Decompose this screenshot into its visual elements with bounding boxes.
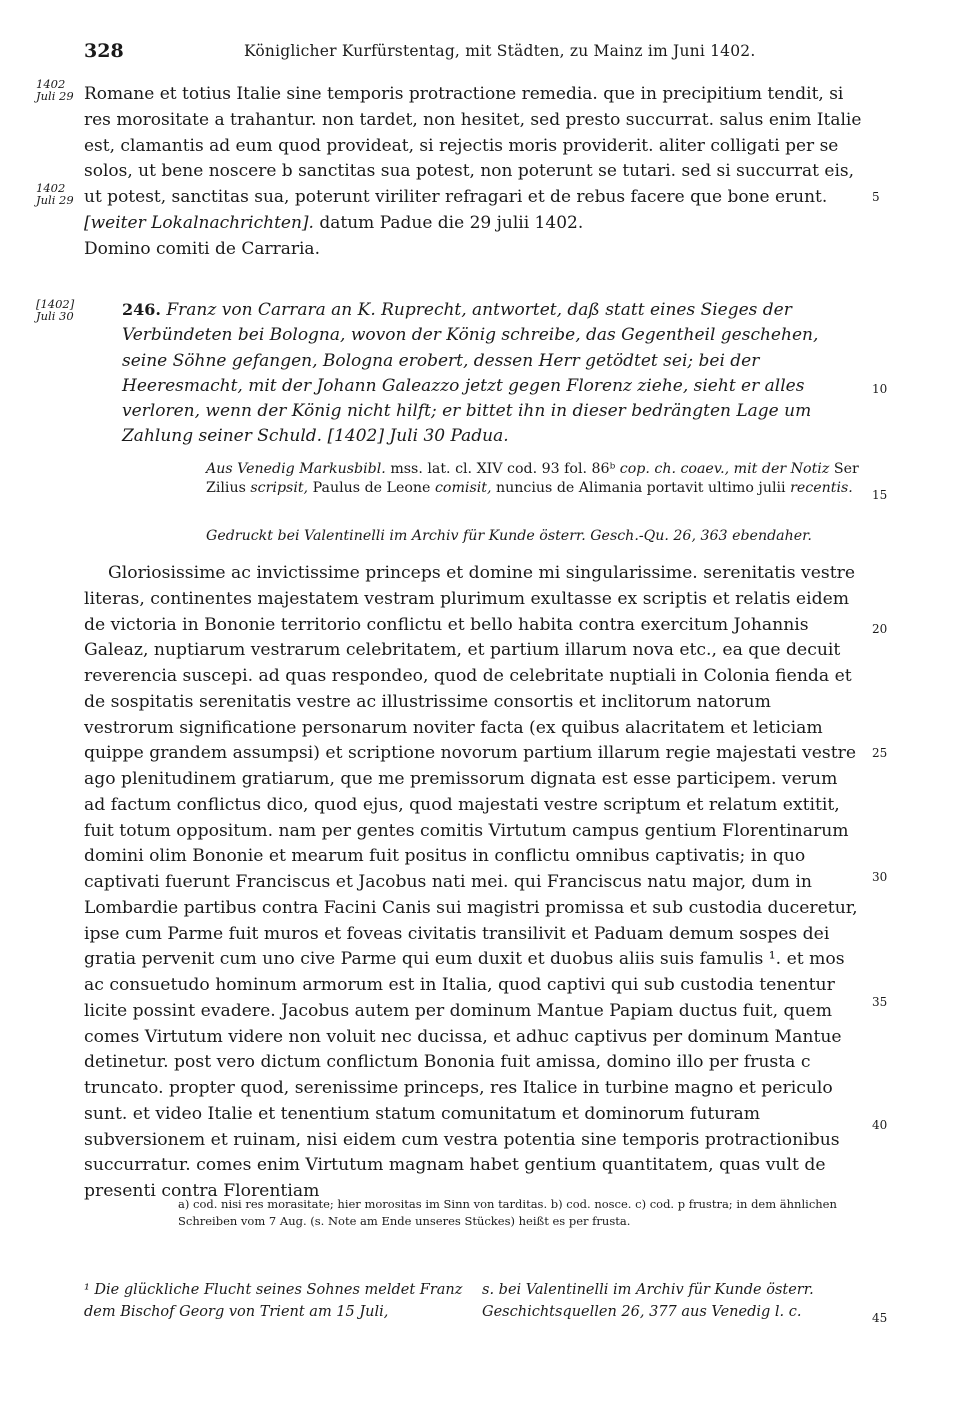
preceding-document-text: Romane et totius Italie sine temporis protractione remedia. que in precipitium tendit, si res morositate a trahantur. non tardet, non hesitet, sed presto succurrat. salus enim Italie est, clamantis ad eum quod provideat, si rejectis moris providerit. aliter colligati per se solos, ut bene noscere b sanctitas sua potest, non poterunt se tutari. sed si succurrat eis, ut potest, sanctitas sua, poterunt viriliter refragari et de rebus facere que bone erunt. [weiter Lokalnachrichten]. datum Padue die 29 julii 1402. Domino comiti de Carraria. bbox=[84, 82, 864, 263]
document-number: 246. bbox=[122, 300, 161, 319]
editorial-bracket: [weiter Lokalnachrichten]. bbox=[84, 212, 314, 233]
line-number: 30 bbox=[872, 870, 888, 884]
running-title: Königlicher Kurfürstentag, mit Städten, zu Mainz im Juni 1402. bbox=[244, 42, 756, 60]
source-note: Aus Venedig Markusbibl. mss. lat. cl. XIV cod. 93 fol. 86ᵇ cop. ch. coaev., mit der Notiz Ser Zilius scripsit, Paulus de Leone comisit, nuncius de Alimania portavit ultimo julii recentis. bbox=[206, 461, 859, 496]
critical-apparatus bbox=[178, 1196, 864, 1230]
line-number: 45 bbox=[872, 1311, 888, 1325]
margin-date-1: 1402 Juli 29 bbox=[36, 77, 74, 103]
line-number: 35 bbox=[872, 995, 888, 1009]
line-number: 40 bbox=[872, 1118, 888, 1132]
apparatus-note-c: c) cod. p frustra; in dem ähnlichen Schreiben vom 7 Aug. (s. Note am Ende unseres Stückes) heißt es per frusta. bbox=[178, 1197, 837, 1228]
apparatus-note-b: b) cod. nosce. bbox=[550, 1197, 632, 1211]
footnote-1-right: s. bei Valentinelli im Archiv für Kunde österr. Geschichtsquellen 26, 377 aus Venedig l. c. bbox=[482, 1282, 814, 1320]
letter-text bbox=[84, 561, 864, 1205]
margin-date-3: [1402] Juli 30 bbox=[36, 297, 75, 323]
line-number: 15 bbox=[872, 488, 888, 502]
line-number: 20 bbox=[872, 622, 888, 636]
page-header bbox=[84, 40, 864, 64]
margin-date-2: 1402 Juli 29 bbox=[36, 181, 74, 207]
print-note: Gedruckt bei Valentinelli im Archiv für Kunde österr. Gesch.-Qu. 26, 363 ebendaher. bbox=[206, 528, 812, 544]
document-heading bbox=[122, 297, 864, 450]
line-number: 10 bbox=[872, 382, 888, 396]
apparatus-note-a: a) cod. nisi res morasitate; hier morositas im Sinn von tarditas. bbox=[178, 1197, 548, 1211]
page-number: 328 bbox=[84, 40, 124, 62]
footnote-1-left: ¹ Die glückliche Flucht seines Sohnes meldet Franz dem Bischof Georg von Trient am 15 Juli, bbox=[84, 1282, 463, 1320]
document-regest: Franz von Carrara an K. Ruprecht, antwortet, daß statt eines Sieges der Verbündeten bei Bologna, wovon der König schreibe, das Gegentheil geschehen, seine Söhne gefangen, Bologna erobert, dessen Herr getödtet sei; bei der Heeresmacht, mit der Johann Galeazzo jetzt gegen Florenz ziehe, sieht er alles verloren, wenn der König nicht hilft; er bittet ihn in dieser bedrängten Lage um Zahlung seiner Schuld. [1402] Juli 30 Padua. bbox=[122, 300, 819, 447]
letter-paragraph: Gloriosissime ac invictissime princeps et domine mi singularissime. serenitatis vestre literas, continentes majestatem vestram plurimum exultasse ex scriptis et relatis eidem de victoria in Bononie territorio conflictu et bello habita contra exercitum Johannis Galeaz, nuptiarum vestrarum celebritatem, et partium illarum nova etc., ea que decuit reverencia suscepi. ad quas respondeo, quod de celebritate nuptiali in Colonia fienda et de sospitatis serenitatis vestre ac illustrissime consortis et inclitorum natorum vestrorum significatione personarum noviter facta (ex quibus alacritatem et leticiam quippe grandem assumpsi) et scriptione novorum partium illarum regie majestati vestre ago plenitudinem gratiarum, que me premissorum dignata est esse participem. verum ad factum conflictus dico, quod ejus, quod majestati vestre scriptum et relatum extitit, fuit totum oppositum. nam per gentes comitis Virtutum campus gentium Florentinarum domini olim Bononie et mearum fuit positus in conflictu omnibus captivatis; in quo captivati fuerunt Franciscus et Jacobus nati mei. qui Franciscus natu major, dum in Lombardie partibus contra Facini Canis sui magistri promissa et sub custodia duceretur, ipse cum Parme fuit muros et foveas civitatis transilivit et Paduam demum sospes dei gratia pervenit cum uno cive Parme qui eum duxit et duobus aliis suis famulis ¹. et mos ac consuetudo hominum armorum est in Italia, quod captivi qui sub custodia tenentur licite possint evadere. Jacobus autem per dominum Mantue Papiam ductus fuit, quem comes Virtutum videre non voluit nec ducissa, et adhuc captivus per dominum Mantue detinetur. post vero dictum conflictum Bononia fuit amissa, domino illo per frusta c truncato. propter quod, serenissime princeps, res Italice in turbine magno et periculo sunt. et video Italie et tenentium statum comunitatum et dominorum futuram subversionem et ruinam, nisi eidem cum vestra potentia sine temporis protractionibus succurratur. comes enim Virtutum magnam habet gentium quantitatem, quas vult de presenti contra Florentiam bbox=[84, 563, 858, 1201]
line-number: 25 bbox=[872, 746, 888, 760]
dating-clause: datum Padue die 29 julii 1402. bbox=[319, 212, 584, 233]
line-number: 5 bbox=[872, 190, 880, 204]
address-line: Domino comiti de Carraria. bbox=[84, 238, 320, 259]
